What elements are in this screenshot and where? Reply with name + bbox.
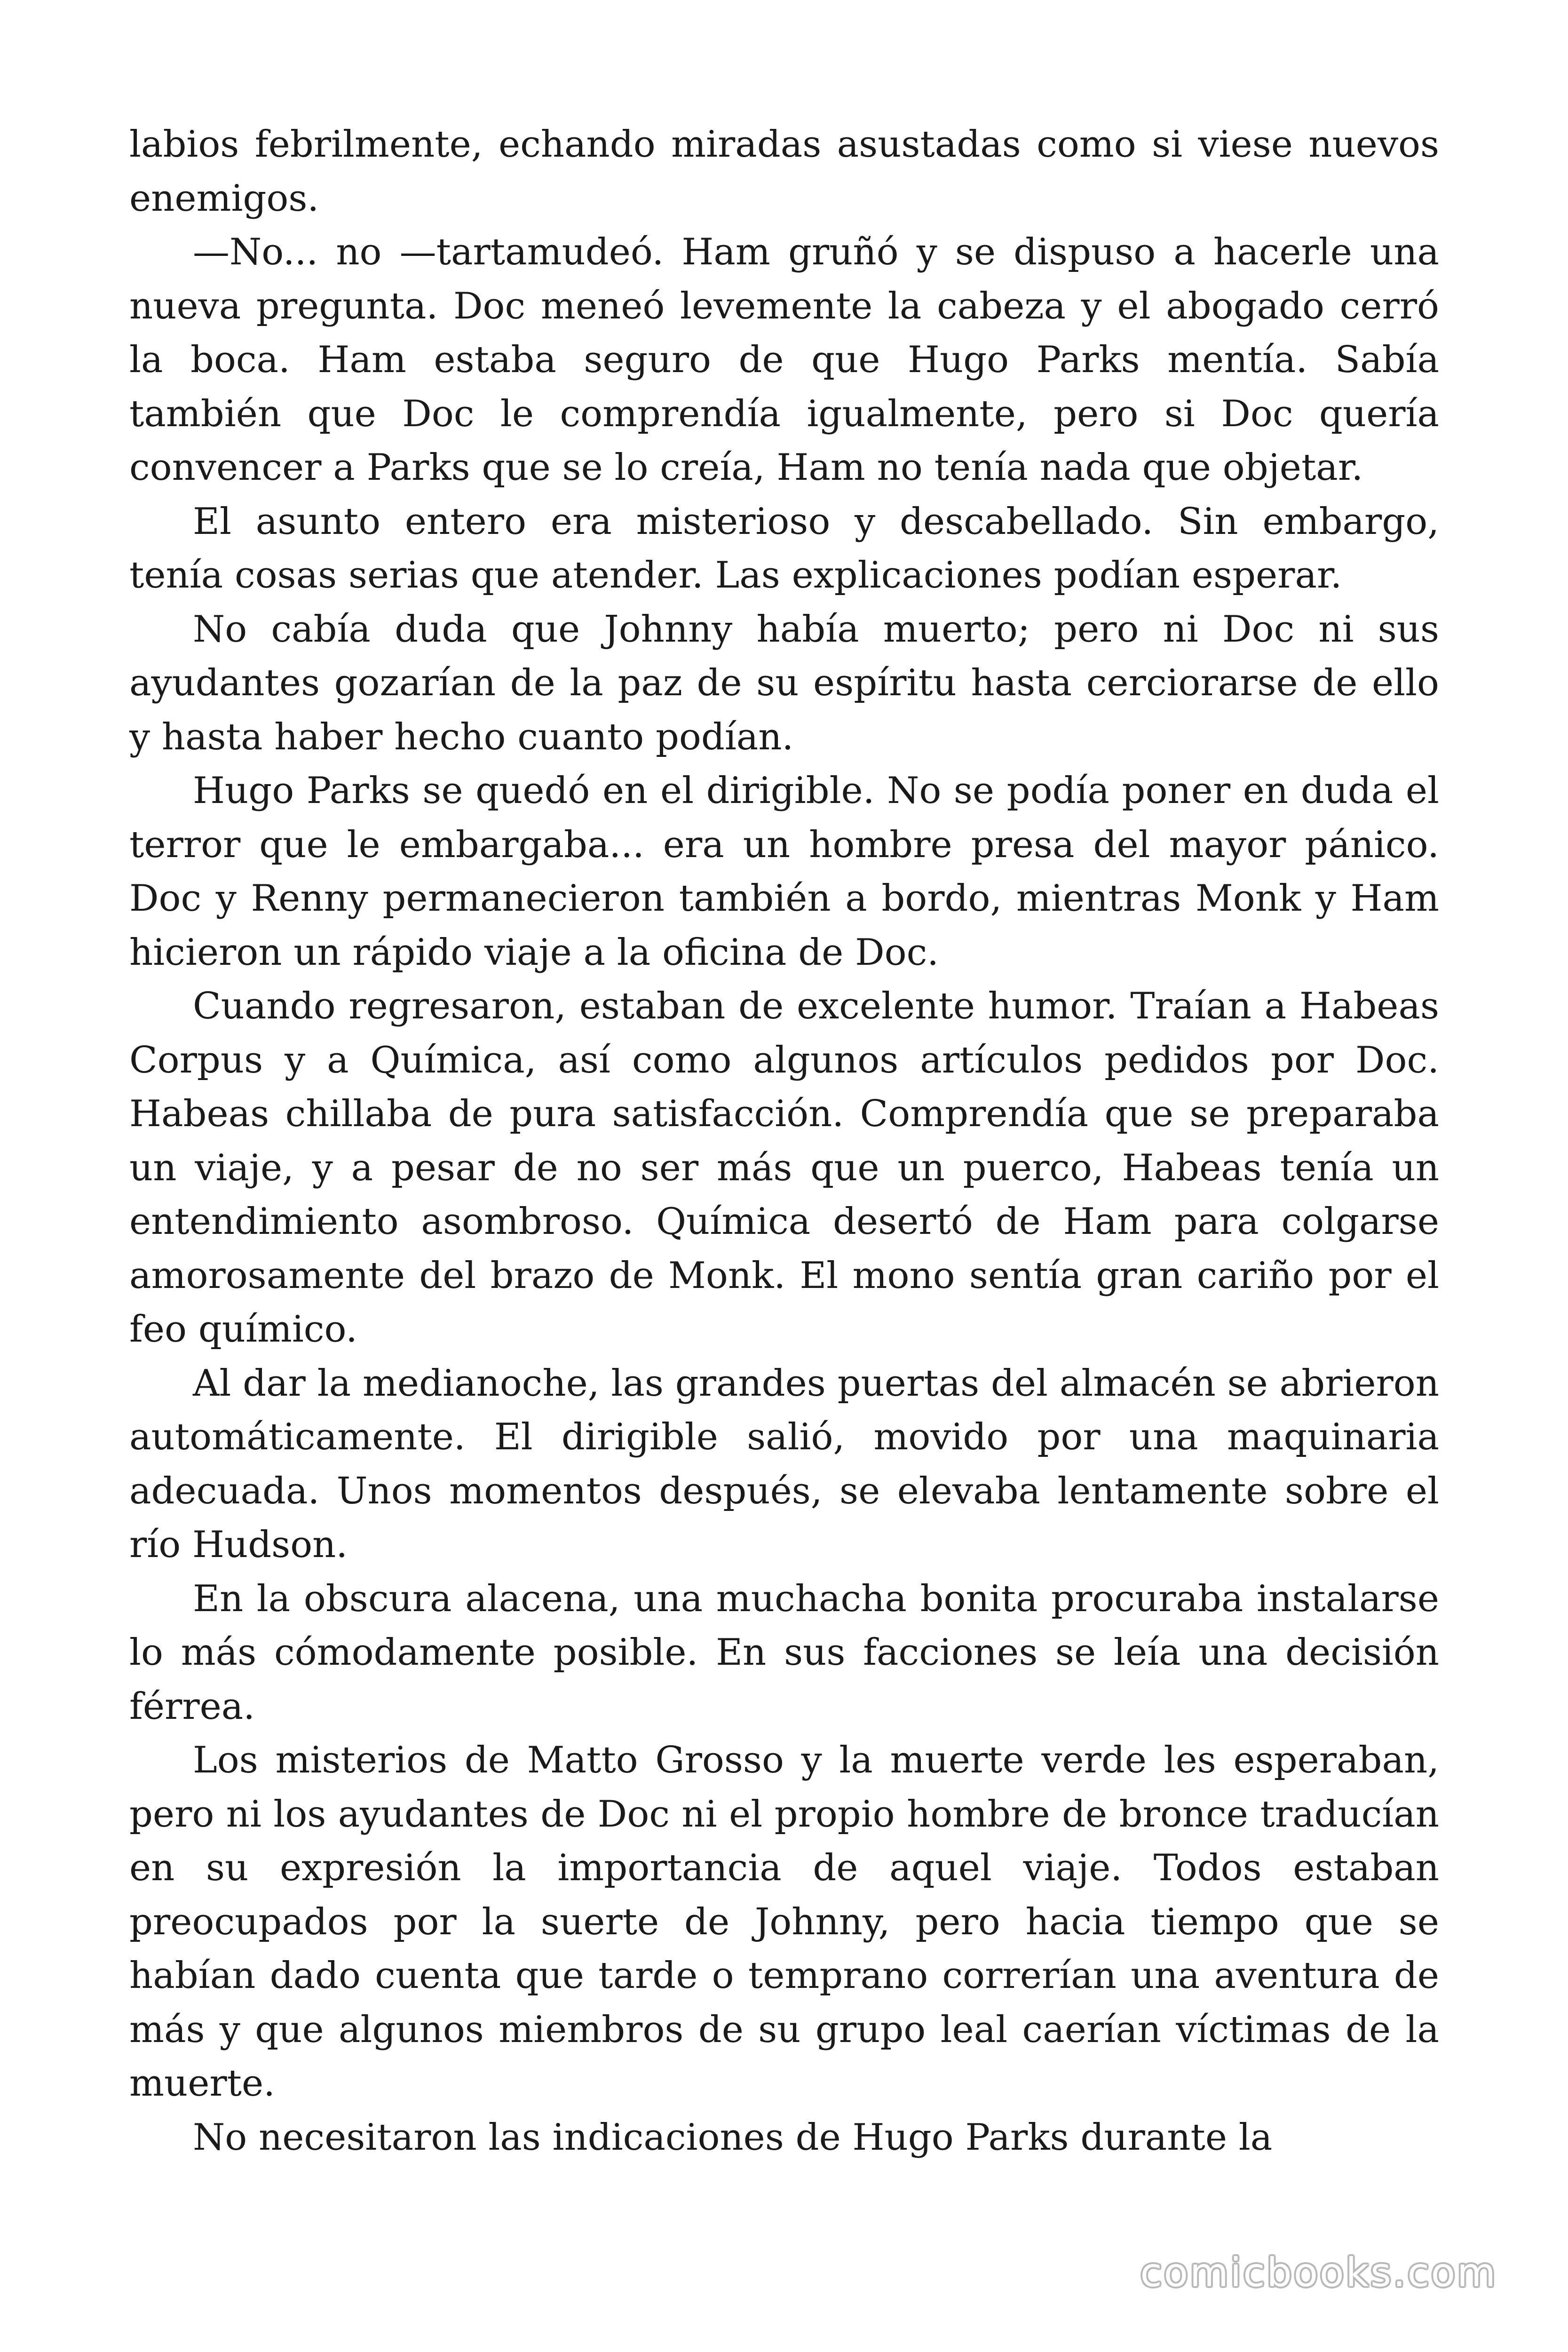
paragraph: Los misterios de Matto Grosso y la muerte verde les esperaban, pero ni los ayudantes de Doc ni el propio hombre de bronce traducían en su expresión la importancia de aquel viaje. Todos estaban preocupados por la suerte de Johnny, pero hacia tiempo que se habían dado cuenta que tarde o temprano correrían una aventura de más y que algunos miembros de su grupo leal caerían víctimas de la muerte. — [129, 1739, 1439, 2105]
paragraph: Al dar la medianoche, las grandes puertas del almacén se abrieron automáticamente. El dirigible salió, movido por una maquinaria adecuada. Unos momentos después, se elevaba lentamente sobre el río Hudson. — [129, 1362, 1439, 1566]
paragraph: labios febrilmente, echando miradas asustadas como si viese nuevos enemigos. — [129, 123, 1439, 220]
paragraph: Hugo Parks se quedó en el dirigible. No se podía poner en duda el terror que le embargaba... era un hombre presa del mayor pánico. Doc y Renny permanecieron también a bordo, mientras Monk y Ham hicieron un rápido viaje a la oficina de Doc. — [129, 770, 1439, 974]
paragraph: El asunto entero era misterioso y descabellado. Sin embargo, tenía cosas serias que atender. Las explicaciones podían esperar. — [129, 500, 1439, 596]
paragraph: —No... no —tartamudeó. Ham gruñó y se dispuso a hacerle una nueva pregunta. Doc meneó levemente la cabeza y el abogado cerró la boca. Ham estaba seguro de que Hugo Parks mentía. Sabía también que Doc le comprendía igualmente, pero si Doc quería convencer a Parks que se lo creía, Ham no tenía nada que objetar. — [129, 231, 1439, 489]
paragraph: No necesitaron las indicaciones de Hugo Parks durante la — [193, 2116, 1273, 2159]
watermark: comicbooks.com — [1140, 2249, 1497, 2296]
body-text — [129, 118, 1439, 2164]
paragraph: No cabía duda que Johnny había muerto; pero ni Doc ni sus ayudantes gozarían de la paz de su espíritu hasta cerciorarse de ello y hasta haber hecho cuanto podían. — [129, 608, 1439, 758]
paragraph: En la obscura alacena, una muchacha bonita procuraba instalarse lo más cómodamente posible. En sus facciones se leía una decisión férrea. — [129, 1577, 1439, 1728]
paragraph: Cuando regresaron, estaban de excelente humor. Traían a Habeas Corpus y a Química, así como algunos artículos pedidos por Doc. Habeas chillaba de pura satisfacción. Comprendía que se preparaba un viaje, y a pesar de no ser más que un puerco, Habeas tenía un entendimiento asombroso. Química desertó de Ham para colgarse amorosamente del brazo de Monk. El mono sentía gran cariño por el feo químico. — [129, 985, 1439, 1351]
